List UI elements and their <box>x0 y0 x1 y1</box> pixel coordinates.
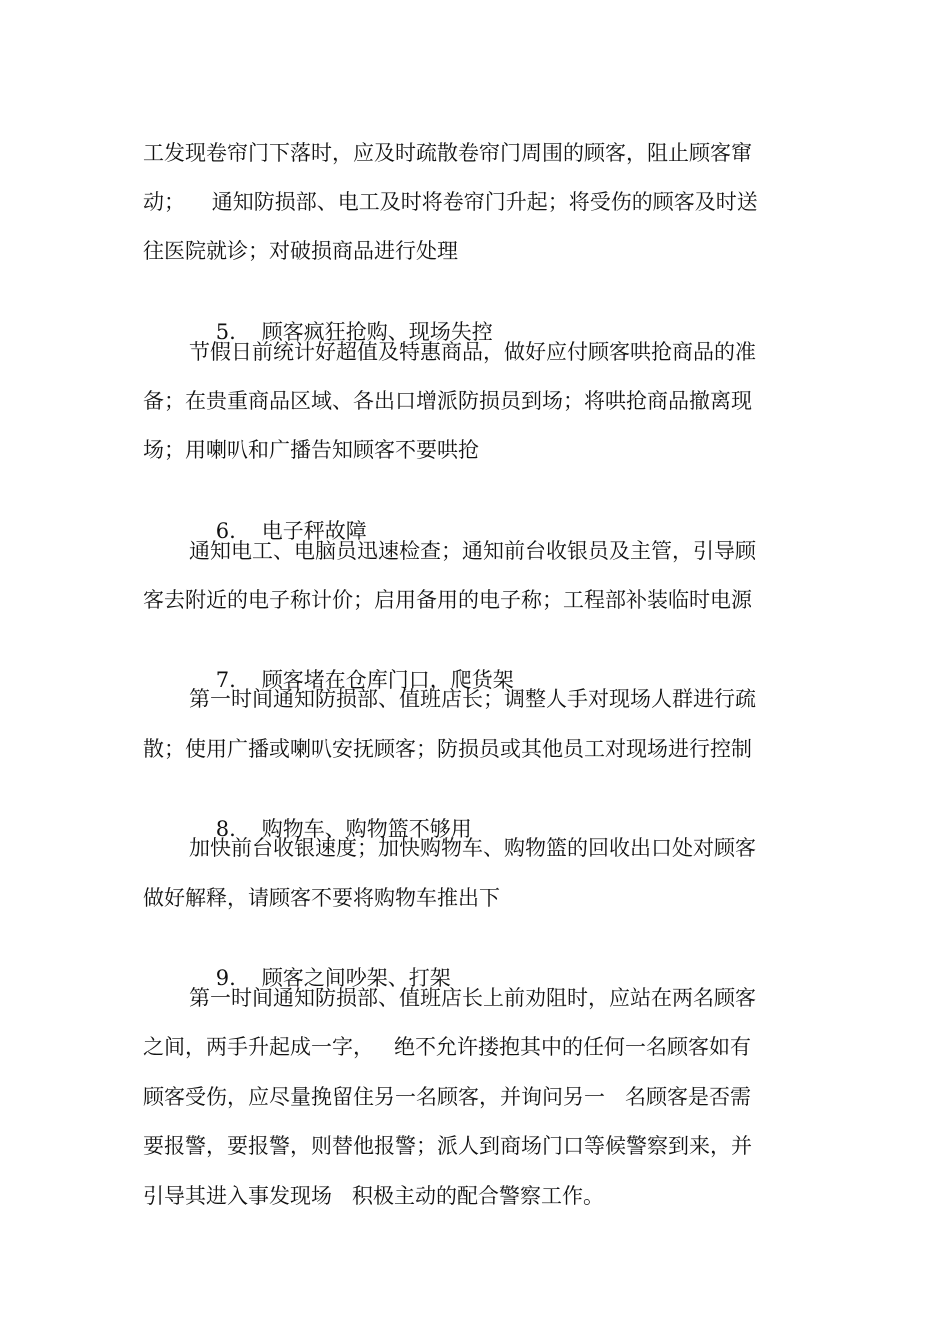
paragraph-line: 往医院就诊；对破损商品进行处理 <box>143 239 458 263</box>
paragraph-line: 要报警，要报警，则替他报警；派人到商场门口等候警察到来，并 <box>143 1134 752 1158</box>
paragraph-line: 第一时间通知防损部、值班店长；调整人手对现场人群进行疏 <box>189 687 756 711</box>
paragraph-line: 顾客受伤，应尽量挽留住另一名顾客，并询问另一 名顾客是否需 <box>143 1085 752 1109</box>
section-heading <box>189 486 859 543</box>
paragraph-line: 加快前台收银速度；加快购物车、购物篮的回收出口处对顾客 <box>189 836 756 860</box>
section-title: 顾客堵在仓库门口，爬货架 <box>261 668 514 692</box>
paragraph-line: 第一时间通知防损部、值班店长上前劝阻时，应站在两名顾客 <box>189 986 756 1010</box>
section-number: 7. <box>215 668 236 692</box>
section-heading <box>189 933 859 990</box>
paragraph-line: 备；在贵重商品区域、各出口增派防损员到场；将哄抢商品撤离现 <box>143 389 752 413</box>
paragraph-line: 之间，两手升起成一字， 绝不允许搂抱其中的任何一名顾客如有 <box>143 1035 752 1059</box>
paragraph-line: 通知电工、电脑员迅速检查；通知前台收银员及主管，引导顾 <box>189 539 756 563</box>
paragraph-line: 引导其进入事发现场 积极主动的配合警察工作。 <box>143 1184 605 1208</box>
section-heading <box>189 287 859 344</box>
section-number: 9. <box>215 966 236 990</box>
paragraph-line: 动； 通知防损部、电工及时将卷帘门升起；将受伤的顾客及时送 <box>143 190 758 214</box>
section-title: 购物车、购物篮不够用 <box>261 817 472 841</box>
section-number: 5. <box>215 320 236 344</box>
section-title: 电子秤故障 <box>261 519 367 543</box>
section-number: 8. <box>215 817 236 841</box>
section-heading <box>189 784 859 841</box>
paragraph-line: 散；使用广播或喇叭安抚顾客；防损员或其他员工对现场进行控制 <box>143 737 752 761</box>
section-heading <box>189 635 859 692</box>
paragraph-line: 工发现卷帘门下落时，应及时疏散卷帘门周围的顾客，阻止顾客窜 <box>143 141 752 165</box>
paragraph-line: 场；用喇叭和广播告知顾客不要哄抢 <box>143 438 479 462</box>
section-number: 6. <box>215 519 236 543</box>
paragraph-line: 客去附近的电子称计价；启用备用的电子称；工程部补装临时电源 <box>143 588 752 612</box>
section-title: 顾客疯狂抢购、现场失控 <box>261 320 493 344</box>
paragraph-line: 做好解释，请顾客不要将购物车推出下 <box>143 886 500 910</box>
paragraph-line: 节假日前统计好超值及特惠商品，做好应付顾客哄抢商品的准 <box>189 340 756 364</box>
section-title: 顾客之间吵架、打架 <box>261 966 451 990</box>
